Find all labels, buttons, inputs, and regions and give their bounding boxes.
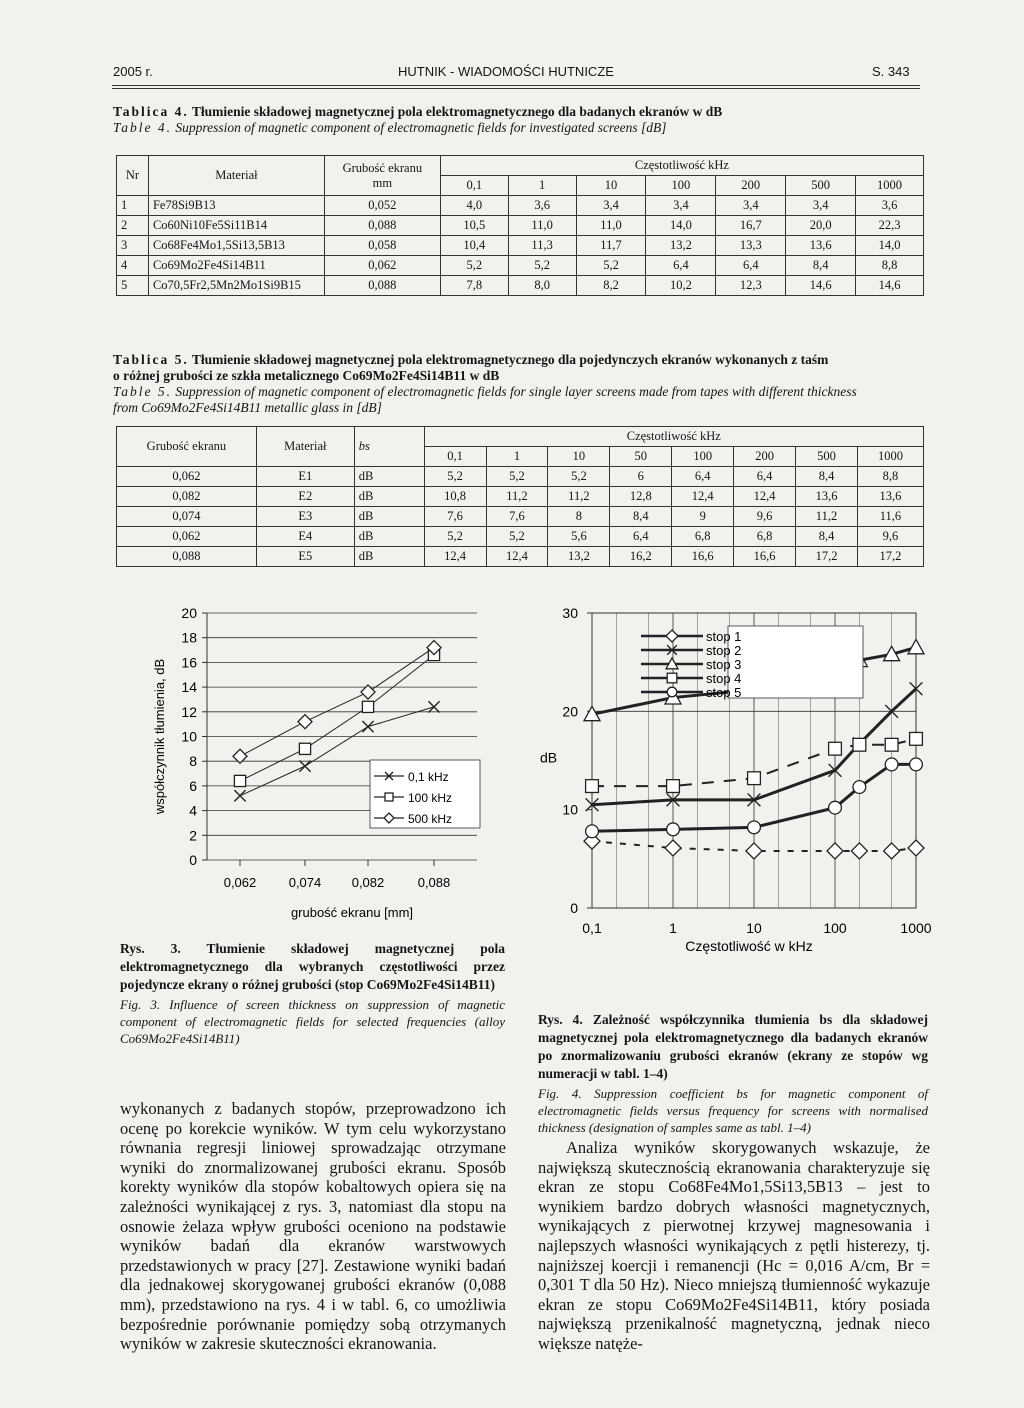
fig3-label-en: Fig. 3. — [120, 997, 161, 1012]
cell-nr: 3 — [117, 236, 149, 256]
table5-freq: 100 — [672, 447, 734, 467]
table-row — [117, 527, 924, 547]
cell-value: 14,0 — [856, 236, 924, 256]
x-tick-label: 0,074 — [288, 875, 322, 890]
cell-value: 22,3 — [856, 216, 924, 236]
cell-value: 6,8 — [672, 527, 734, 547]
cell-value: 11,7 — [576, 236, 646, 256]
cell-value: 8,4 — [610, 507, 672, 527]
fig4-chart — [528, 598, 938, 958]
cell-value: 9 — [672, 507, 734, 527]
header-rule — [112, 85, 920, 86]
cell-material: Fe78Si9B13 — [148, 196, 324, 216]
cell-nr: 2 — [117, 216, 149, 236]
body-text-right: Analiza wyników skorygowanych wskazuje, że największą skutecznością ekranowania charakteryzuje się ekran ze stopu Co68Fe4Mo1,5Si13,5B13 – jest to wynikiem bardzo dobrych własności magnetycznych, wynikających z pierwotnej krzywej magnesowania i najlepszych własności wynikających z pętli histerezy, tj. najniższej koercji i remanencji (Hc = 0,016 A/cm, Br = 0,301 T dla 50 Hz). Nieco mniejszą tłumienność wykazuje ekran ze stopu Co69Mo2Fe4Si14B11, który posiada największą przenikalność magnetyczną, jednak nieco większe natęże- — [538, 1138, 930, 1353]
legend-label: stop 5 — [706, 685, 742, 700]
y-tick-label: 6 — [189, 777, 197, 794]
legend-label: 100 kHz — [408, 791, 453, 805]
fig3-caption-pl: Tłumienie składowej magnetycznej pola elektromagnetycznego dla wybranych częstotliwości przez pojedyncze ekrany o różnej grubości (stop Co69Mo2Fe4Si14B11) — [120, 941, 505, 992]
table4-freq: 1000 — [856, 176, 924, 196]
legend-label: 0,1 kHz — [408, 770, 449, 784]
cell-unit: dB — [354, 547, 424, 567]
cell-value: 10,8 — [424, 487, 486, 507]
table-row — [117, 487, 924, 507]
y-tick-label: 20 — [181, 605, 197, 621]
series-line — [240, 648, 434, 757]
data-point — [908, 639, 924, 653]
table5-title-pl-1: Tłumienie składowej magnetycznej pola elektromagnetycznego dla pojedynczych ekranów wykonanych z taśm — [191, 352, 829, 367]
table5-freq: 0,1 — [424, 447, 486, 467]
header-year: 2005 r. — [113, 64, 153, 79]
data-point — [827, 843, 843, 859]
cell-value: 3,6 — [508, 196, 576, 216]
cell-value: 8,4 — [786, 256, 856, 276]
cell-value: 12,3 — [716, 276, 786, 296]
y-axis-label: dB — [540, 749, 558, 766]
cell-value: 5,2 — [440, 256, 508, 276]
cell-value: 10,2 — [646, 276, 716, 296]
legend-label: stop 2 — [706, 643, 742, 658]
table5-label-en: Table 5. — [113, 384, 173, 399]
cell-thickness: 0,082 — [117, 487, 257, 507]
cell-value: 7,8 — [440, 276, 508, 296]
table5-head-bs: bs — [354, 427, 424, 467]
table5-head-freq: Częstotliwość kHz — [424, 427, 923, 447]
x-tick-label: 100 — [823, 920, 847, 936]
data-point — [665, 840, 681, 856]
cell-value: 11,2 — [796, 507, 858, 527]
cell-value: 11,2 — [548, 487, 610, 507]
cell-value: 6,8 — [734, 527, 796, 547]
y-axis-label: współczynnik tłumienia, dB — [152, 658, 167, 815]
cell-value: 10,4 — [440, 236, 508, 256]
cell-material: E1 — [256, 467, 354, 487]
fig4-label-en: Fig. 4. — [538, 1086, 582, 1101]
x-tick-label: 0,082 — [351, 875, 385, 890]
cell-thickness: 0,062 — [117, 527, 257, 547]
table5-label: Tablica 5. — [113, 352, 189, 367]
y-tick-label: 14 — [181, 679, 197, 696]
cell-nr: 1 — [117, 196, 149, 216]
cell-value: 11,2 — [486, 487, 548, 507]
data-point — [234, 775, 245, 786]
data-point — [428, 701, 439, 712]
fig4-label: Rys. 4. — [538, 1012, 583, 1027]
cell-unit: dB — [354, 487, 424, 507]
data-point — [748, 821, 761, 834]
cell-material: E4 — [256, 527, 354, 547]
cell-value: 8,4 — [796, 527, 858, 547]
header-page: S. 343 — [872, 64, 910, 79]
table5-title-pl-2: o różnej grubości ze szkła metalicznego Co69Mo2Fe4Si14B11 w dB — [113, 368, 500, 383]
cell-value: 11,3 — [508, 236, 576, 256]
fig4-caption-en: Suppression coefficient bs for magnetic component of electromagnetic fields versus frequency for screens with normalised thickness (designation of samples same as tabl. 1–4) — [538, 1086, 928, 1135]
cell-thickness: 0,062 — [324, 256, 440, 276]
cell-value: 12,4 — [486, 547, 548, 567]
fig4-caption — [538, 1011, 928, 1136]
table-row — [117, 276, 924, 296]
cell-value: 16,7 — [716, 216, 786, 236]
cell-value: 12,4 — [424, 547, 486, 567]
cell-value: 13,3 — [716, 236, 786, 256]
cell-value: 8,8 — [857, 467, 923, 487]
table4-freq: 0,1 — [440, 176, 508, 196]
cell-value: 4,0 — [440, 196, 508, 216]
table5-freq: 1 — [486, 447, 548, 467]
cell-value: 8,2 — [576, 276, 646, 296]
y-tick-label: 20 — [562, 703, 578, 720]
legend-marker — [667, 687, 677, 697]
y-tick-label: 0 — [570, 900, 578, 916]
cell-value: 6,4 — [734, 467, 796, 487]
cell-value: 3,6 — [856, 196, 924, 216]
data-point — [362, 701, 373, 712]
cell-value: 7,6 — [424, 507, 486, 527]
cell-value: 16,6 — [672, 547, 734, 567]
table4-freq: 200 — [716, 176, 786, 196]
cell-value: 9,6 — [857, 527, 923, 547]
data-point — [853, 781, 866, 794]
x-axis-label: Częstotliwość w kHz — [685, 938, 813, 954]
data-point — [362, 721, 373, 732]
y-tick-label: 30 — [562, 605, 578, 621]
cell-value: 16,2 — [610, 547, 672, 567]
y-tick-label: 8 — [189, 753, 197, 770]
cell-value: 8,4 — [796, 467, 858, 487]
table5-freq: 50 — [610, 447, 672, 467]
table5-freq: 500 — [796, 447, 858, 467]
table-row — [117, 216, 924, 236]
cell-value: 12,4 — [672, 487, 734, 507]
cell-material: Co60Ni10Fe5Si11B14 — [148, 216, 324, 236]
cell-nr: 5 — [117, 276, 149, 296]
cell-value: 17,2 — [857, 547, 923, 567]
cell-value: 11,6 — [857, 507, 923, 527]
data-point — [885, 738, 898, 751]
x-tick-label: 1 — [669, 920, 677, 936]
table4 — [116, 155, 924, 296]
cell-value: 6,4 — [672, 467, 734, 487]
cell-thickness: 0,074 — [117, 507, 257, 527]
cell-value: 3,4 — [646, 196, 716, 216]
data-point — [885, 758, 898, 771]
cell-value: 13,6 — [786, 236, 856, 256]
cell-value: 13,6 — [857, 487, 923, 507]
x-tick-label: 0,062 — [223, 875, 257, 890]
cell-material: Co68Fe4Mo1,5Si13,5B13 — [148, 236, 324, 256]
table4-head-freq: Częstotliwość kHz — [440, 156, 923, 176]
cell-value: 5,2 — [508, 256, 576, 276]
cell-value: 8,8 — [856, 256, 924, 276]
x-axis-label: grubość ekranu [mm] — [290, 905, 414, 920]
cell-value: 6,4 — [610, 527, 672, 547]
y-tick-label: 2 — [189, 827, 197, 844]
data-point — [667, 823, 680, 836]
legend-box — [728, 626, 863, 698]
cell-value: 14,6 — [786, 276, 856, 296]
cell-value: 6,4 — [646, 256, 716, 276]
cell-value: 5,2 — [548, 467, 610, 487]
table4-head-material: Materiał — [148, 156, 324, 196]
table4-head-thickness: Grubość ekranu mm — [324, 156, 440, 196]
data-point — [746, 843, 762, 859]
table5-caption — [113, 352, 928, 416]
y-tick-label: 4 — [189, 802, 197, 819]
y-tick-label: 12 — [181, 703, 197, 720]
data-point — [829, 801, 842, 814]
cell-value: 10,5 — [440, 216, 508, 236]
table-row — [117, 547, 924, 567]
cell-value: 12,8 — [610, 487, 672, 507]
table4-label-en: Table 4. — [113, 120, 173, 135]
y-tick-label: 16 — [181, 654, 197, 671]
cell-value: 7,6 — [486, 507, 548, 527]
data-point — [851, 843, 867, 859]
data-point — [829, 742, 842, 755]
cell-nr: 4 — [117, 256, 149, 276]
fig3-chart — [112, 598, 492, 928]
cell-value: 3,4 — [576, 196, 646, 216]
fig4-caption-pl: Zależność współczynnika tłumienia bs dla składowej magnetycznej pola elektromagnetycznego dla badanych ekranów po znormalizowaniu grubości ekranów (ekrany ze stopów wg numeracji w tabl. 1–4) — [538, 1012, 929, 1081]
cell-value: 17,2 — [796, 547, 858, 567]
cell-thickness: 0,058 — [324, 236, 440, 256]
table5-freq: 1000 — [857, 447, 923, 467]
cell-material: Co70,5Fr2,5Mn2Mo1Si9B15 — [148, 276, 324, 296]
table-row — [117, 467, 924, 487]
cell-value: 16,6 — [734, 547, 796, 567]
table5-freq: 200 — [734, 447, 796, 467]
data-point — [884, 843, 900, 859]
y-tick-label: 18 — [181, 629, 197, 646]
data-point — [910, 732, 923, 745]
cell-value: 11,0 — [508, 216, 576, 236]
cell-material: E5 — [256, 547, 354, 567]
table5 — [116, 426, 924, 567]
cell-value: 6 — [610, 467, 672, 487]
data-point — [234, 790, 245, 801]
cell-unit: dB — [354, 467, 424, 487]
table4-caption — [113, 104, 923, 136]
legend-marker — [666, 630, 678, 642]
cell-value: 5,2 — [486, 527, 548, 547]
x-tick-label: 0,1 — [582, 920, 602, 936]
table4-freq: 500 — [786, 176, 856, 196]
table4-freq: 10 — [576, 176, 646, 196]
table-row — [117, 507, 924, 527]
legend-marker — [667, 673, 677, 683]
fig3-caption-en: Influence of screen thickness on suppression of magnetic component of electromagnetic fields for selected frequencies (alloy Co69Mo2Fe4Si14B11) — [120, 997, 505, 1046]
cell-value: 13,2 — [646, 236, 716, 256]
cell-value: 20,0 — [786, 216, 856, 236]
data-point — [748, 772, 761, 785]
table4-title-pl: Tłumienie składowej magnetycznej pola elektromagnetycznego dla badanych ekranów w dB — [191, 104, 723, 119]
cell-value: 14,6 — [856, 276, 924, 296]
y-tick-label: 0 — [189, 852, 197, 868]
data-point — [586, 825, 599, 838]
table5-freq: 10 — [548, 447, 610, 467]
table4-head-nr: Nr — [117, 156, 149, 196]
cell-thickness: 0,062 — [117, 467, 257, 487]
cell-value: 8 — [548, 507, 610, 527]
fig3-caption — [120, 940, 505, 1047]
header-rule-2 — [112, 88, 920, 89]
table5-head-material: Materiał — [256, 427, 354, 467]
cell-value: 5,2 — [486, 467, 548, 487]
cell-thickness: 0,052 — [324, 196, 440, 216]
cell-value: 13,6 — [796, 487, 858, 507]
y-tick-label: 10 — [562, 801, 578, 818]
cell-value: 3,4 — [786, 196, 856, 216]
cell-thickness: 0,088 — [324, 216, 440, 236]
cell-value: 11,0 — [576, 216, 646, 236]
cell-unit: dB — [354, 527, 424, 547]
table4-label: Tablica 4. — [113, 104, 189, 119]
cell-value: 5,2 — [576, 256, 646, 276]
data-point — [586, 780, 599, 793]
data-point — [299, 743, 310, 754]
cell-thickness: 0,088 — [117, 547, 257, 567]
legend-marker — [385, 793, 393, 801]
data-point — [298, 715, 312, 729]
cell-value: 14,0 — [646, 216, 716, 236]
data-point — [853, 738, 866, 751]
cell-value: 5,6 — [548, 527, 610, 547]
y-tick-label: 10 — [181, 728, 197, 745]
legend-label: stop 4 — [706, 671, 742, 686]
x-tick-label: 0,088 — [417, 875, 451, 890]
table4-title-en: Suppression of magnetic component of electromagnetic fields for investigated screens [dB] — [175, 120, 667, 135]
table-row — [117, 256, 924, 276]
cell-value: 3,4 — [716, 196, 786, 216]
cell-value: 8,0 — [508, 276, 576, 296]
table-row — [117, 196, 924, 216]
data-point — [667, 780, 680, 793]
cell-value: 5,2 — [424, 467, 486, 487]
fig3-label: Rys. 3. — [120, 941, 181, 956]
legend-label: stop 1 — [706, 629, 742, 644]
table-row — [117, 236, 924, 256]
cell-material: Co69Mo2Fe4Si14B11 — [148, 256, 324, 276]
x-tick-label: 10 — [746, 920, 762, 936]
cell-thickness: 0,088 — [324, 276, 440, 296]
cell-value: 6,4 — [716, 256, 786, 276]
legend-label: stop 3 — [706, 657, 742, 672]
table4-freq: 100 — [646, 176, 716, 196]
body-text-left: wykonanych z badanych stopów, przeprowadzono ich ocenę po korekcie wyników. W tym celu wykorzystano równania regresji liniowej sprowadzając otrzymane wyniki do znormalizowanej grubości ekranu. Sposób korekty wyników dla stopów kobaltowych opiera się na zależności wynikającej z rys. 3, natomiast dla stopu na osnowie żelaza wpływ grubości oceniono na podstawie wyników badań dla ekranów warstwowych przedstawionych w pracy [27]. Zestawione wyniki badań dla jednakowej skorygowanej grubości ekranów (0,088 mm), przedstawiono na rys. 4 i w tabl. 6, co umożliwia bezpośrednie porównanie pomiędzy sobą otrzymanych wyników w zakresie skuteczności ekranowania. — [120, 1099, 506, 1354]
table5-head-thickness: Grubość ekranu — [117, 427, 257, 467]
header-journal: HUTNIK - WIADOMOŚCI HUTNICZE — [398, 64, 614, 79]
cell-value: 12,4 — [734, 487, 796, 507]
data-point — [910, 758, 923, 771]
cell-material: E3 — [256, 507, 354, 527]
cell-value: 5,2 — [424, 527, 486, 547]
cell-unit: dB — [354, 507, 424, 527]
cell-value: 13,2 — [548, 547, 610, 567]
table5-title-en-1: Suppression of magnetic component of electromagnetic fields for single layer screens made from tapes with different thickness — [175, 384, 857, 399]
cell-value: 9,6 — [734, 507, 796, 527]
x-tick-label: 1000 — [900, 920, 932, 936]
legend-label: 500 kHz — [408, 812, 453, 826]
data-point — [299, 761, 310, 772]
table5-title-en-2: from Co69Mo2Fe4Si14B11 metallic glass in [dB] — [113, 400, 382, 415]
table4-freq: 1 — [508, 176, 576, 196]
data-point — [908, 840, 924, 856]
cell-material: E2 — [256, 487, 354, 507]
